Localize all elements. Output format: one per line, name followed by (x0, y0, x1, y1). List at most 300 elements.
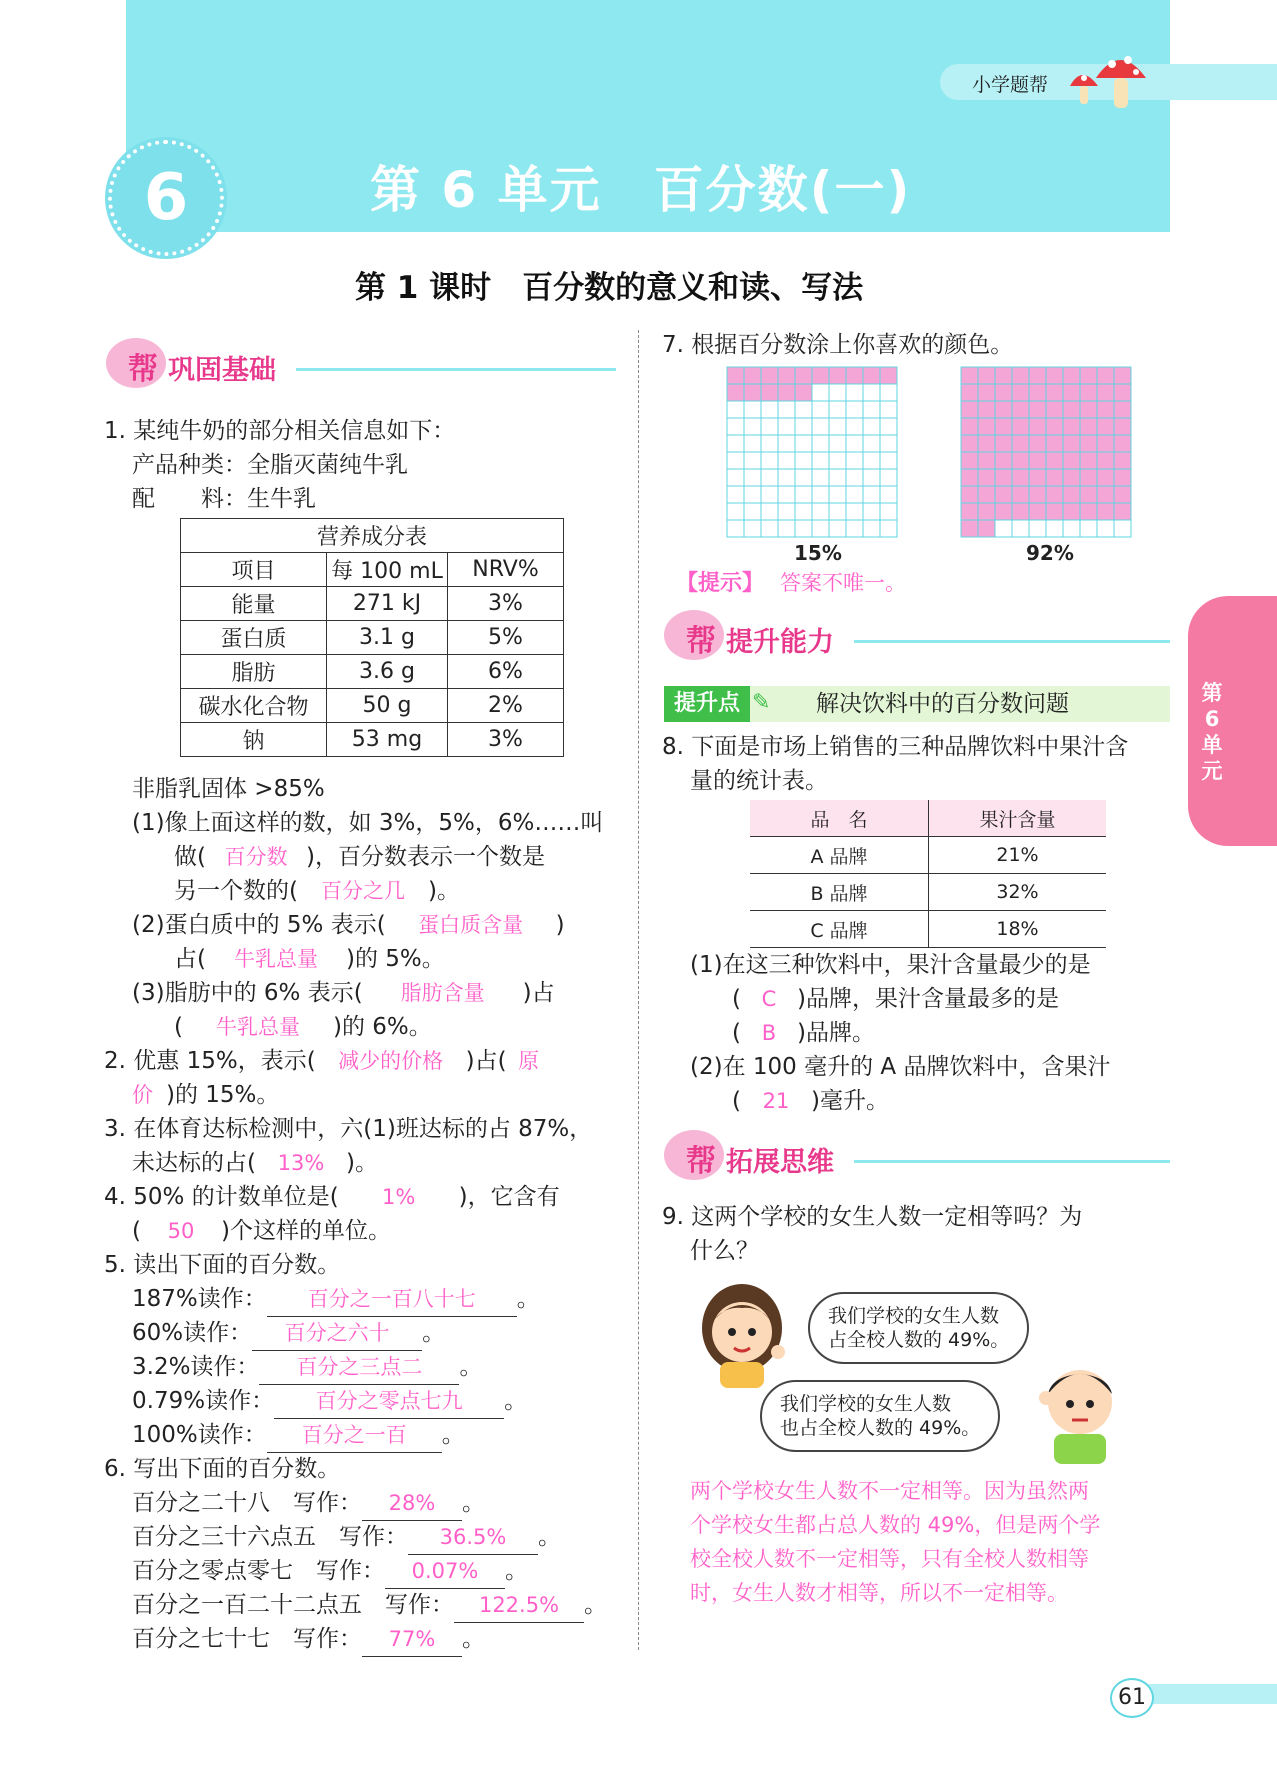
section-badge-char: 帮 (686, 1144, 716, 1179)
q6-title: 6. 写出下面的百分数。 (104, 1456, 341, 1482)
grid-cell-filled (1063, 469, 1080, 486)
text: 。 (459, 1354, 483, 1380)
q8-part1-line3 (732, 1016, 875, 1050)
answer: 50 (167, 1219, 195, 1243)
answer: 36.5% (408, 1520, 538, 1555)
grid-cell-filled (1080, 452, 1097, 469)
table-row (181, 621, 564, 655)
grid-cell-filled (1097, 384, 1114, 401)
grid-cell (812, 418, 829, 435)
grid-cell-filled (1046, 469, 1063, 486)
grid-cell (846, 503, 863, 520)
text: 百分之零点零七 写作： (132, 1558, 385, 1584)
grid-cell (727, 401, 744, 418)
table-cell: C 品牌 (750, 911, 929, 948)
table-row (181, 723, 564, 757)
grid-cell (880, 469, 897, 486)
text: 做( (174, 844, 206, 870)
answer: B (761, 1021, 777, 1045)
text: 未达标的占( (132, 1150, 256, 1176)
q5-item (132, 1282, 540, 1317)
text: 0.79%读作： (132, 1388, 275, 1414)
answer: 牛乳总量 (233, 947, 318, 971)
grid-cell-filled (727, 384, 744, 401)
point-text: 解决饮料中的百分数问题 (816, 691, 1069, 717)
grid-cell (846, 418, 863, 435)
text: ( (732, 986, 741, 1012)
grid-cell (863, 520, 880, 537)
q1-part2-line2 (174, 942, 445, 976)
table-header: 品 名 (750, 800, 929, 837)
section-badge-char: 帮 (128, 352, 158, 387)
grid-cell-filled (1063, 435, 1080, 452)
section-line (296, 368, 616, 371)
answer: 牛乳总量 (215, 1015, 300, 1039)
grid-cell-filled (1063, 486, 1080, 503)
grid-cell (727, 452, 744, 469)
answer: 1% (382, 1185, 416, 1209)
text: )，百分数表示一个数是 (305, 844, 545, 870)
grid-cell-filled (995, 435, 1012, 452)
q9-line2: 什么？ (690, 1238, 759, 1264)
grid-cell (744, 520, 761, 537)
text: )的 6%。 (332, 1014, 432, 1040)
grid-cell-filled (846, 367, 863, 384)
text: )的 15%。 (166, 1082, 280, 1108)
grid-cell (744, 418, 761, 435)
grid-cell-filled (1029, 435, 1046, 452)
brand-name: 小学题帮 (972, 74, 1049, 96)
text: ( (132, 1218, 141, 1244)
speech-bubble-2 (760, 1380, 1000, 1452)
grid-cell-filled (1097, 401, 1114, 418)
grid-cell-filled (1029, 469, 1046, 486)
grid-cell-filled (995, 401, 1012, 418)
q6-item (132, 1486, 485, 1521)
grid-cell (863, 503, 880, 520)
q5-title: 5. 读出下面的百分数。 (104, 1252, 341, 1278)
grid1-label: 15% (794, 541, 842, 565)
answer-line: 时，女生人数才相等，所以不一定相等。 (690, 1581, 1068, 1605)
grid-cell (880, 418, 897, 435)
nutrition-table (180, 518, 564, 757)
grid-cell (846, 486, 863, 503)
text: )的 5%。 (345, 946, 445, 972)
grid-cell (744, 401, 761, 418)
section-basic-title: 巩固基础 (168, 355, 276, 386)
bubble2-line2: 也占全校人数的 49%。 (780, 1417, 981, 1439)
q1-product: 产品种类：全脂灭菌纯牛乳 (132, 452, 408, 478)
grid-cell (880, 486, 897, 503)
q4-line2 (132, 1214, 391, 1248)
grid-cell (863, 486, 880, 503)
q1-nonfat: 非脂乳固体 >85% (132, 776, 325, 802)
q5-item (132, 1316, 445, 1351)
grid-cell (846, 384, 863, 401)
text: (3)脂肪中的 6% 表示( (132, 980, 363, 1006)
brand-table (750, 800, 1106, 948)
answer: 13% (277, 1151, 325, 1175)
q8-part1-line2 (732, 982, 1059, 1016)
q1-part2-line1 (132, 908, 565, 942)
column-divider (638, 330, 639, 1650)
grid-cell (778, 435, 795, 452)
grid-cell-filled (1097, 435, 1114, 452)
grid-cell (880, 503, 897, 520)
grid-cell-filled (1063, 401, 1080, 418)
section-improve-header (664, 610, 1170, 666)
q6-item (132, 1554, 528, 1589)
q2-line1 (104, 1044, 551, 1078)
text: )。 (427, 878, 460, 904)
text: )占( (465, 1048, 507, 1074)
grid-cell (1046, 520, 1063, 537)
text: ( (732, 1088, 741, 1114)
grid-cell (863, 469, 880, 486)
grid-cell-filled (1012, 469, 1029, 486)
q5-item (132, 1384, 527, 1419)
grid-cell-filled (1029, 486, 1046, 503)
grid-cell (812, 520, 829, 537)
grid-cell-filled (995, 384, 1012, 401)
table-header: 每 100 mL (327, 553, 448, 587)
table-cell: 53 mg (327, 723, 448, 757)
grid-cell-filled (1063, 418, 1080, 435)
unit-title: 第 6 单元 百分数(一) (370, 161, 912, 219)
text: ) (555, 912, 565, 938)
answer: 28% (362, 1486, 462, 1521)
q5-item (132, 1350, 482, 1385)
grid-cell (744, 469, 761, 486)
q7-hint (676, 566, 906, 601)
grid-cell (846, 452, 863, 469)
grid-cell-filled (1063, 367, 1080, 384)
grid-cell (1063, 520, 1080, 537)
table-cell: A 品牌 (750, 837, 929, 874)
grid-cell-filled (1097, 418, 1114, 435)
grid-cell-filled (1012, 384, 1029, 401)
q9-line1: 9. 这两个学校的女生人数一定相等吗？为 (662, 1204, 1083, 1230)
grid-cell (761, 435, 778, 452)
section-badge-char: 帮 (686, 624, 716, 659)
table-cell: 蛋白质 (181, 621, 327, 655)
grid-cell (829, 503, 846, 520)
text: 2. 优惠 15%，表示( (104, 1048, 316, 1074)
grid-cell-filled (1012, 435, 1029, 452)
grid-cell-filled (1012, 401, 1029, 418)
table-row (750, 911, 1106, 948)
grid-cell (795, 435, 812, 452)
q1-intro: 1. 某纯牛奶的部分相关信息如下： (104, 418, 456, 444)
text: 187%读作： (132, 1286, 267, 1312)
q1-part3-line2 (174, 1010, 432, 1044)
answer-line: 个学校女生都占总人数的 49%，但是两个学 (690, 1513, 1101, 1537)
grid-cell (778, 469, 795, 486)
grid-cell (795, 486, 812, 503)
grid-cell (1012, 520, 1029, 537)
table-cell: 钠 (181, 723, 327, 757)
grid-cell-filled (1097, 469, 1114, 486)
text: (2)蛋白质中的 5% 表示( (132, 912, 386, 938)
text: 。 (505, 1558, 528, 1584)
grid-cell (744, 435, 761, 452)
text: )毫升。 (810, 1088, 889, 1114)
grid-cell-filled (1012, 486, 1029, 503)
grid-cell (761, 503, 778, 520)
grid-cell-filled (1029, 401, 1046, 418)
section-extend-title: 拓展思维 (726, 1147, 834, 1178)
grid-cell-filled (1046, 486, 1063, 503)
q1-part3-line1 (132, 976, 555, 1010)
text: 。 (422, 1320, 446, 1346)
grid-cell-filled (961, 418, 978, 435)
text: 。 (441, 1422, 465, 1448)
grid-cell (829, 486, 846, 503)
grid-cell-filled (961, 486, 978, 503)
answer: 0.07% (385, 1554, 505, 1589)
q5-item (132, 1418, 465, 1453)
grid-cell (1114, 520, 1131, 537)
grid-cell-filled (961, 384, 978, 401)
grid-cell (829, 520, 846, 537)
grid-cell-filled (961, 367, 978, 384)
q1-ingredient: 配 料：生牛乳 (132, 486, 316, 512)
grid-cell-filled (961, 401, 978, 418)
grid-cell (880, 452, 897, 469)
grid-cell-filled (961, 435, 978, 452)
grid-cell (880, 435, 897, 452)
grid-cell (829, 384, 846, 401)
answer: 价 (132, 1083, 153, 1107)
grid-cell-filled (1029, 503, 1046, 520)
grid-cell-filled (961, 520, 978, 537)
grid-cell-filled (1029, 418, 1046, 435)
grid-cell-filled (795, 367, 812, 384)
grid-cell-filled (978, 469, 995, 486)
grid-cell-filled (1063, 384, 1080, 401)
grid-cell-filled (1029, 452, 1046, 469)
grid-cell-filled (744, 384, 761, 401)
answer: 百分之一百 (267, 1418, 442, 1453)
section-line (854, 1160, 1170, 1163)
text: 100%读作： (132, 1422, 267, 1448)
grid-cell-filled (761, 384, 778, 401)
grid-cell-filled (1080, 435, 1097, 452)
text: ( (732, 1020, 741, 1046)
bubble2-line1: 我们学校的女生人数 (780, 1393, 952, 1415)
text: )占 (522, 980, 555, 1006)
mushroom-icon (1062, 46, 1152, 116)
grid-cell-filled (1029, 384, 1046, 401)
q1-part1-line2 (174, 840, 545, 874)
grid-cell-filled (978, 367, 995, 384)
q3-line2 (132, 1146, 378, 1180)
text: 。 (538, 1524, 561, 1550)
grid-cell-filled (1012, 503, 1029, 520)
table-cell: 3% (448, 723, 564, 757)
table-header: 果汁含量 (929, 800, 1107, 837)
grid-cell (795, 418, 812, 435)
grid-cell-filled (829, 367, 846, 384)
grid-cell-filled (995, 486, 1012, 503)
section-basic-header (106, 338, 616, 394)
q8-line1: 8. 下面是市场上销售的三种品牌饮料中果汁含 (662, 734, 1129, 760)
grid-cell-filled (978, 503, 995, 520)
q1-part1-line1: (1)像上面这样的数，如 3%，5%，6%……叫 (132, 810, 604, 836)
grid-cell (727, 520, 744, 537)
grid-cell-filled (1114, 435, 1131, 452)
grid-cell (761, 418, 778, 435)
section-improve-title: 提升能力 (726, 627, 834, 658)
table-cell: 50 g (327, 689, 448, 723)
grid-cell-filled (1012, 452, 1029, 469)
grid-cell-filled (1114, 486, 1131, 503)
grid-cell-filled (1114, 401, 1131, 418)
answer: 百分之六十 (252, 1316, 422, 1351)
grid-cell (795, 469, 812, 486)
table-header: 项目 (181, 553, 327, 587)
table-cell: 3.1 g (327, 621, 448, 655)
q3-line1: 3. 在体育达标检测中，六(1)班达标的占 87%， (104, 1116, 593, 1142)
grid-cell-filled (1080, 469, 1097, 486)
grid-cell (829, 435, 846, 452)
grid-cell-filled (961, 452, 978, 469)
grid-cell-filled (1114, 367, 1131, 384)
table-cell: 21% (929, 837, 1107, 874)
speech-bubble-1 (808, 1292, 1029, 1364)
grid-cell-filled (1063, 503, 1080, 520)
grid-cell (880, 520, 897, 537)
grid-cell (727, 469, 744, 486)
table-cell: 271 kJ (327, 587, 448, 621)
text: )，它含有 (458, 1184, 560, 1210)
grid-cell-filled (1114, 469, 1131, 486)
grid-cell (778, 418, 795, 435)
grid-cell-filled (1046, 401, 1063, 418)
table-cell: 2% (448, 689, 564, 723)
grid-cell-filled (795, 384, 812, 401)
table-row (750, 837, 1106, 874)
table-row (750, 874, 1106, 911)
q8-line2: 量的统计表。 (690, 768, 828, 794)
grid-cell (829, 452, 846, 469)
answer-line: 两个学校女生人数不一定相等。因为虽然两 (690, 1479, 1089, 1503)
grid-cell (744, 452, 761, 469)
grid-cell (812, 435, 829, 452)
table-cell: 能量 (181, 587, 327, 621)
unit-number: 6 (143, 161, 189, 235)
girl-icon (690, 1278, 800, 1388)
grid-cell (778, 401, 795, 418)
grid-cell-filled (995, 367, 1012, 384)
text: 。 (504, 1388, 528, 1414)
grid-cell-filled (1080, 486, 1097, 503)
q8-part2-line1: (2)在 100 毫升的 A 品牌饮料中，含果汁 (690, 1054, 1111, 1080)
grid-cell (880, 384, 897, 401)
grid-cell (761, 520, 778, 537)
grid-cell (1097, 520, 1114, 537)
grid-cell (744, 486, 761, 503)
side-tab-label: 第6单元 (1201, 681, 1223, 783)
answer-line: 校全校人数不一定相等，只有全校人数相等 (690, 1547, 1089, 1571)
q8-part2-line2 (732, 1084, 889, 1118)
table-row (181, 655, 564, 689)
section-extend-header (664, 1130, 1170, 1186)
grid-cell-filled (1046, 435, 1063, 452)
point-tag: 提升点 (664, 686, 750, 722)
grid-cell-filled (812, 367, 829, 384)
hint-tag: 【提示】 (676, 571, 765, 596)
grid-cell (1029, 520, 1046, 537)
q6-item (132, 1520, 561, 1555)
grid-cell (863, 401, 880, 418)
grid-cell (812, 469, 829, 486)
hint-text: 答案不唯一。 (780, 571, 907, 595)
grid-cell-filled (995, 469, 1012, 486)
grid-cell-filled (778, 384, 795, 401)
grid-cell (846, 435, 863, 452)
text: )品牌。 (796, 1020, 875, 1046)
q2-line2 (132, 1078, 279, 1112)
grid-cell-filled (1114, 384, 1131, 401)
grid-cell (846, 401, 863, 418)
pencil-icon: ✎ (752, 690, 771, 715)
grid-cell-filled (995, 452, 1012, 469)
grid-cell (846, 469, 863, 486)
table-cell: 5% (448, 621, 564, 655)
grid-cell (778, 452, 795, 469)
grid-cell-filled (1046, 452, 1063, 469)
grid-cell-filled (880, 367, 897, 384)
grid-cell-filled (961, 503, 978, 520)
answer: 蛋白质含量 (418, 913, 524, 937)
table-cell: 18% (929, 911, 1107, 948)
text: 。 (462, 1490, 485, 1516)
table-cell: B 品牌 (750, 874, 929, 911)
grid-cell-filled (744, 367, 761, 384)
table-cell: 3.6 g (327, 655, 448, 689)
grid-cell-filled (1080, 384, 1097, 401)
grid-15-percent (726, 366, 898, 538)
grid-cell-filled (778, 367, 795, 384)
grid-cell-filled (1097, 452, 1114, 469)
grid-cell (812, 401, 829, 418)
grid-cell-filled (978, 418, 995, 435)
grid-cell-filled (978, 520, 995, 537)
grid-cell (846, 520, 863, 537)
bubble1-line1: 我们学校的女生人数 (828, 1305, 1000, 1327)
q9-answer (690, 1474, 1100, 1610)
q4-line1 (104, 1180, 560, 1214)
grid-cell-filled (978, 435, 995, 452)
grid-cell-filled (1046, 418, 1063, 435)
answer: 77% (362, 1622, 462, 1657)
grid-cell-filled (1080, 418, 1097, 435)
table-row (181, 689, 564, 723)
grid-cell-filled (1046, 367, 1063, 384)
grid-cell (727, 435, 744, 452)
grid-cell (829, 469, 846, 486)
q6-item (132, 1622, 485, 1657)
answer: 122.5% (454, 1588, 584, 1623)
q6-item (132, 1588, 607, 1623)
q1-part1-line3 (174, 874, 460, 908)
grid-cell (812, 452, 829, 469)
grid-cell (829, 401, 846, 418)
text: )品牌，果汁含量最多的是 (796, 986, 1059, 1012)
text: 百分之二十八 写作： (132, 1490, 362, 1516)
grid-cell-filled (978, 452, 995, 469)
